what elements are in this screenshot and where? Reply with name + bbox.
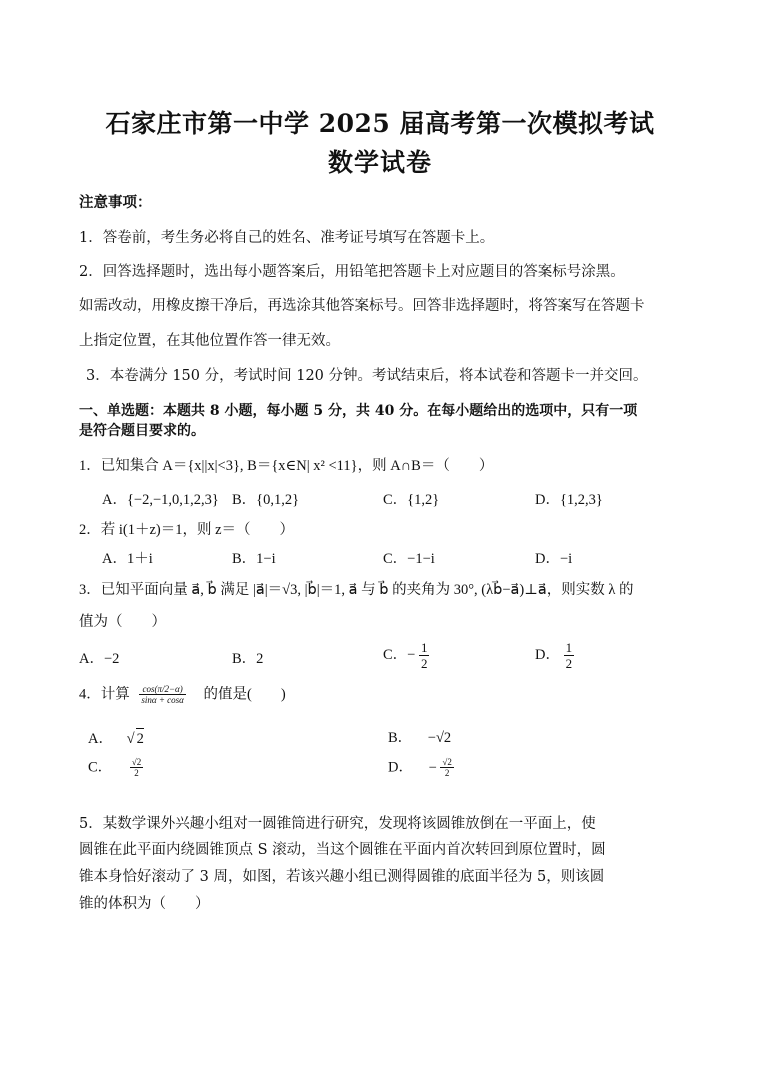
- notice-item-1: 1．答卷前，考生务必将自己的姓名、准考证号填写在答题卡上。: [79, 230, 495, 246]
- q3-option-c: [383, 640, 429, 671]
- q4-denominator: sinα + cosα: [141, 695, 184, 706]
- question-5-line-4: 锥的体积为（ ）: [79, 896, 210, 912]
- q4-option-b-value: −√2: [427, 730, 452, 746]
- section-heading: 一、单选题：本题共 8 小题，每小题 5 分，共 40 分。在每小题给出的选项中，只有一项: [79, 403, 638, 419]
- q4-option-d-denominator: 2: [444, 768, 450, 779]
- q3-option-d-fraction: [564, 640, 575, 671]
- q2-option-b: B．1−i: [232, 551, 276, 567]
- question-1-stem: 1．已知集合 A＝{x||x|<3}, B＝{x∈N| x² <11}，则 A∩B＝（ ）: [79, 458, 494, 474]
- q3-option-d-denominator: 2: [565, 656, 573, 671]
- question-4-stem: [79, 684, 286, 705]
- notice-item-2: 2．回答选择题时，选出每小题答案后，用铅笔把答题卡上对应题目的答案标号涂黑。: [79, 264, 625, 280]
- q4-expression: [139, 684, 186, 705]
- q2-option-d: D．−i: [535, 551, 573, 567]
- q2-option-a: A．1＋i: [102, 551, 153, 567]
- notice-heading: 注意事项：: [79, 194, 152, 211]
- q3-option-a: A．−2: [79, 651, 120, 667]
- q4-prefix: 4．计算: [79, 686, 130, 703]
- q4-option-a: A． √ 2: [88, 728, 144, 749]
- section-heading-cont: 是符合题目要求的。: [79, 423, 205, 439]
- q4-option-a-value: 2: [136, 728, 144, 749]
- question-5-line-1: 5．某数学课外兴趣小组对一圆锥筒进行研究，发现将该圆锥放倒在一平面上，使: [79, 816, 596, 832]
- notice-item-3: 3．本卷满分 150 分，考试时间 120 分钟。考试结束后，将本试卷和答题卡一并交回。: [86, 368, 648, 384]
- q3-option-c-numerator: 1: [420, 640, 428, 655]
- question-5-line-2: 圆锥在此平面内绕圆锥顶点 S 滚动，当这个圆锥在平面内首次转回到原位置时，圆: [79, 842, 606, 858]
- q3-option-c-fraction: [419, 640, 430, 671]
- q4-option-c-label: C．: [88, 759, 113, 776]
- q4-suffix: 的值是( ): [203, 686, 286, 703]
- q4-option-c: [88, 757, 143, 778]
- q1-option-a: A．{−2,−1,0,1,2,3}: [102, 492, 219, 508]
- q4-option-c-numerator: √2: [131, 757, 142, 768]
- q4-option-b: [388, 728, 451, 748]
- q4-option-d-label: D．: [388, 759, 413, 776]
- q4-option-d-numerator: √2: [442, 757, 452, 768]
- q3-option-c-denominator: 2: [420, 656, 428, 671]
- exam-subtitle: 数学试卷: [327, 148, 432, 177]
- q4-option-c-fraction: [130, 757, 143, 778]
- q4-option-a-label: A．: [88, 731, 113, 747]
- question-2-stem: 2．若 i(1＋z)＝1，则 z＝（ ）: [79, 522, 295, 538]
- question-3-stem: 3．已知平面向量 a⃗, b⃗ 满足 |a⃗|＝√3, |b⃗|＝1, a⃗ 与 b⃗ 的夹角为 30°, (λb⃗−a⃗)⊥a⃗，则实数 λ 的: [79, 582, 634, 598]
- q3-option-d-numerator: 1: [565, 640, 573, 655]
- q3-option-c-label: C．−: [383, 646, 416, 663]
- q2-option-c: C．−1−i: [383, 551, 435, 567]
- q3-option-d: [535, 640, 574, 671]
- q4-option-d-fraction: [440, 757, 453, 778]
- notice-item-2-cont2: 上指定位置，在其他位置作答一律无效。: [79, 333, 340, 349]
- q1-option-c: C．{1,2}: [383, 492, 440, 508]
- q4-option-c-denominator: 2: [134, 768, 139, 779]
- q4-numerator: cos(π/2−α): [139, 684, 186, 695]
- question-3-stem-cont: 值为（ ）: [79, 614, 166, 630]
- q1-option-d: D．{1,2,3}: [535, 492, 603, 508]
- question-5-line-3: 锥本身恰好滚动了 3 周，如图，若该兴趣小组已测得圆锥的底面半径为 5，则该圆: [79, 869, 605, 885]
- q3-option-d-label: D．: [535, 646, 560, 663]
- q4-option-d: D． − $\frac{√2}{2}$: [388, 757, 452, 779]
- q4-option-b-label: B．: [388, 730, 413, 746]
- exam-title: 石家庄市第一中学 2025 届高考第一次模拟考试: [105, 109, 655, 138]
- q3-option-b: B．2: [232, 651, 264, 667]
- q1-option-b: B．{0,1,2}: [232, 492, 300, 508]
- notice-item-2-cont: 如需改动，用橡皮擦干净后，再选涂其他答案标号。回答非选择题时，将答案写在答题卡: [79, 298, 645, 314]
